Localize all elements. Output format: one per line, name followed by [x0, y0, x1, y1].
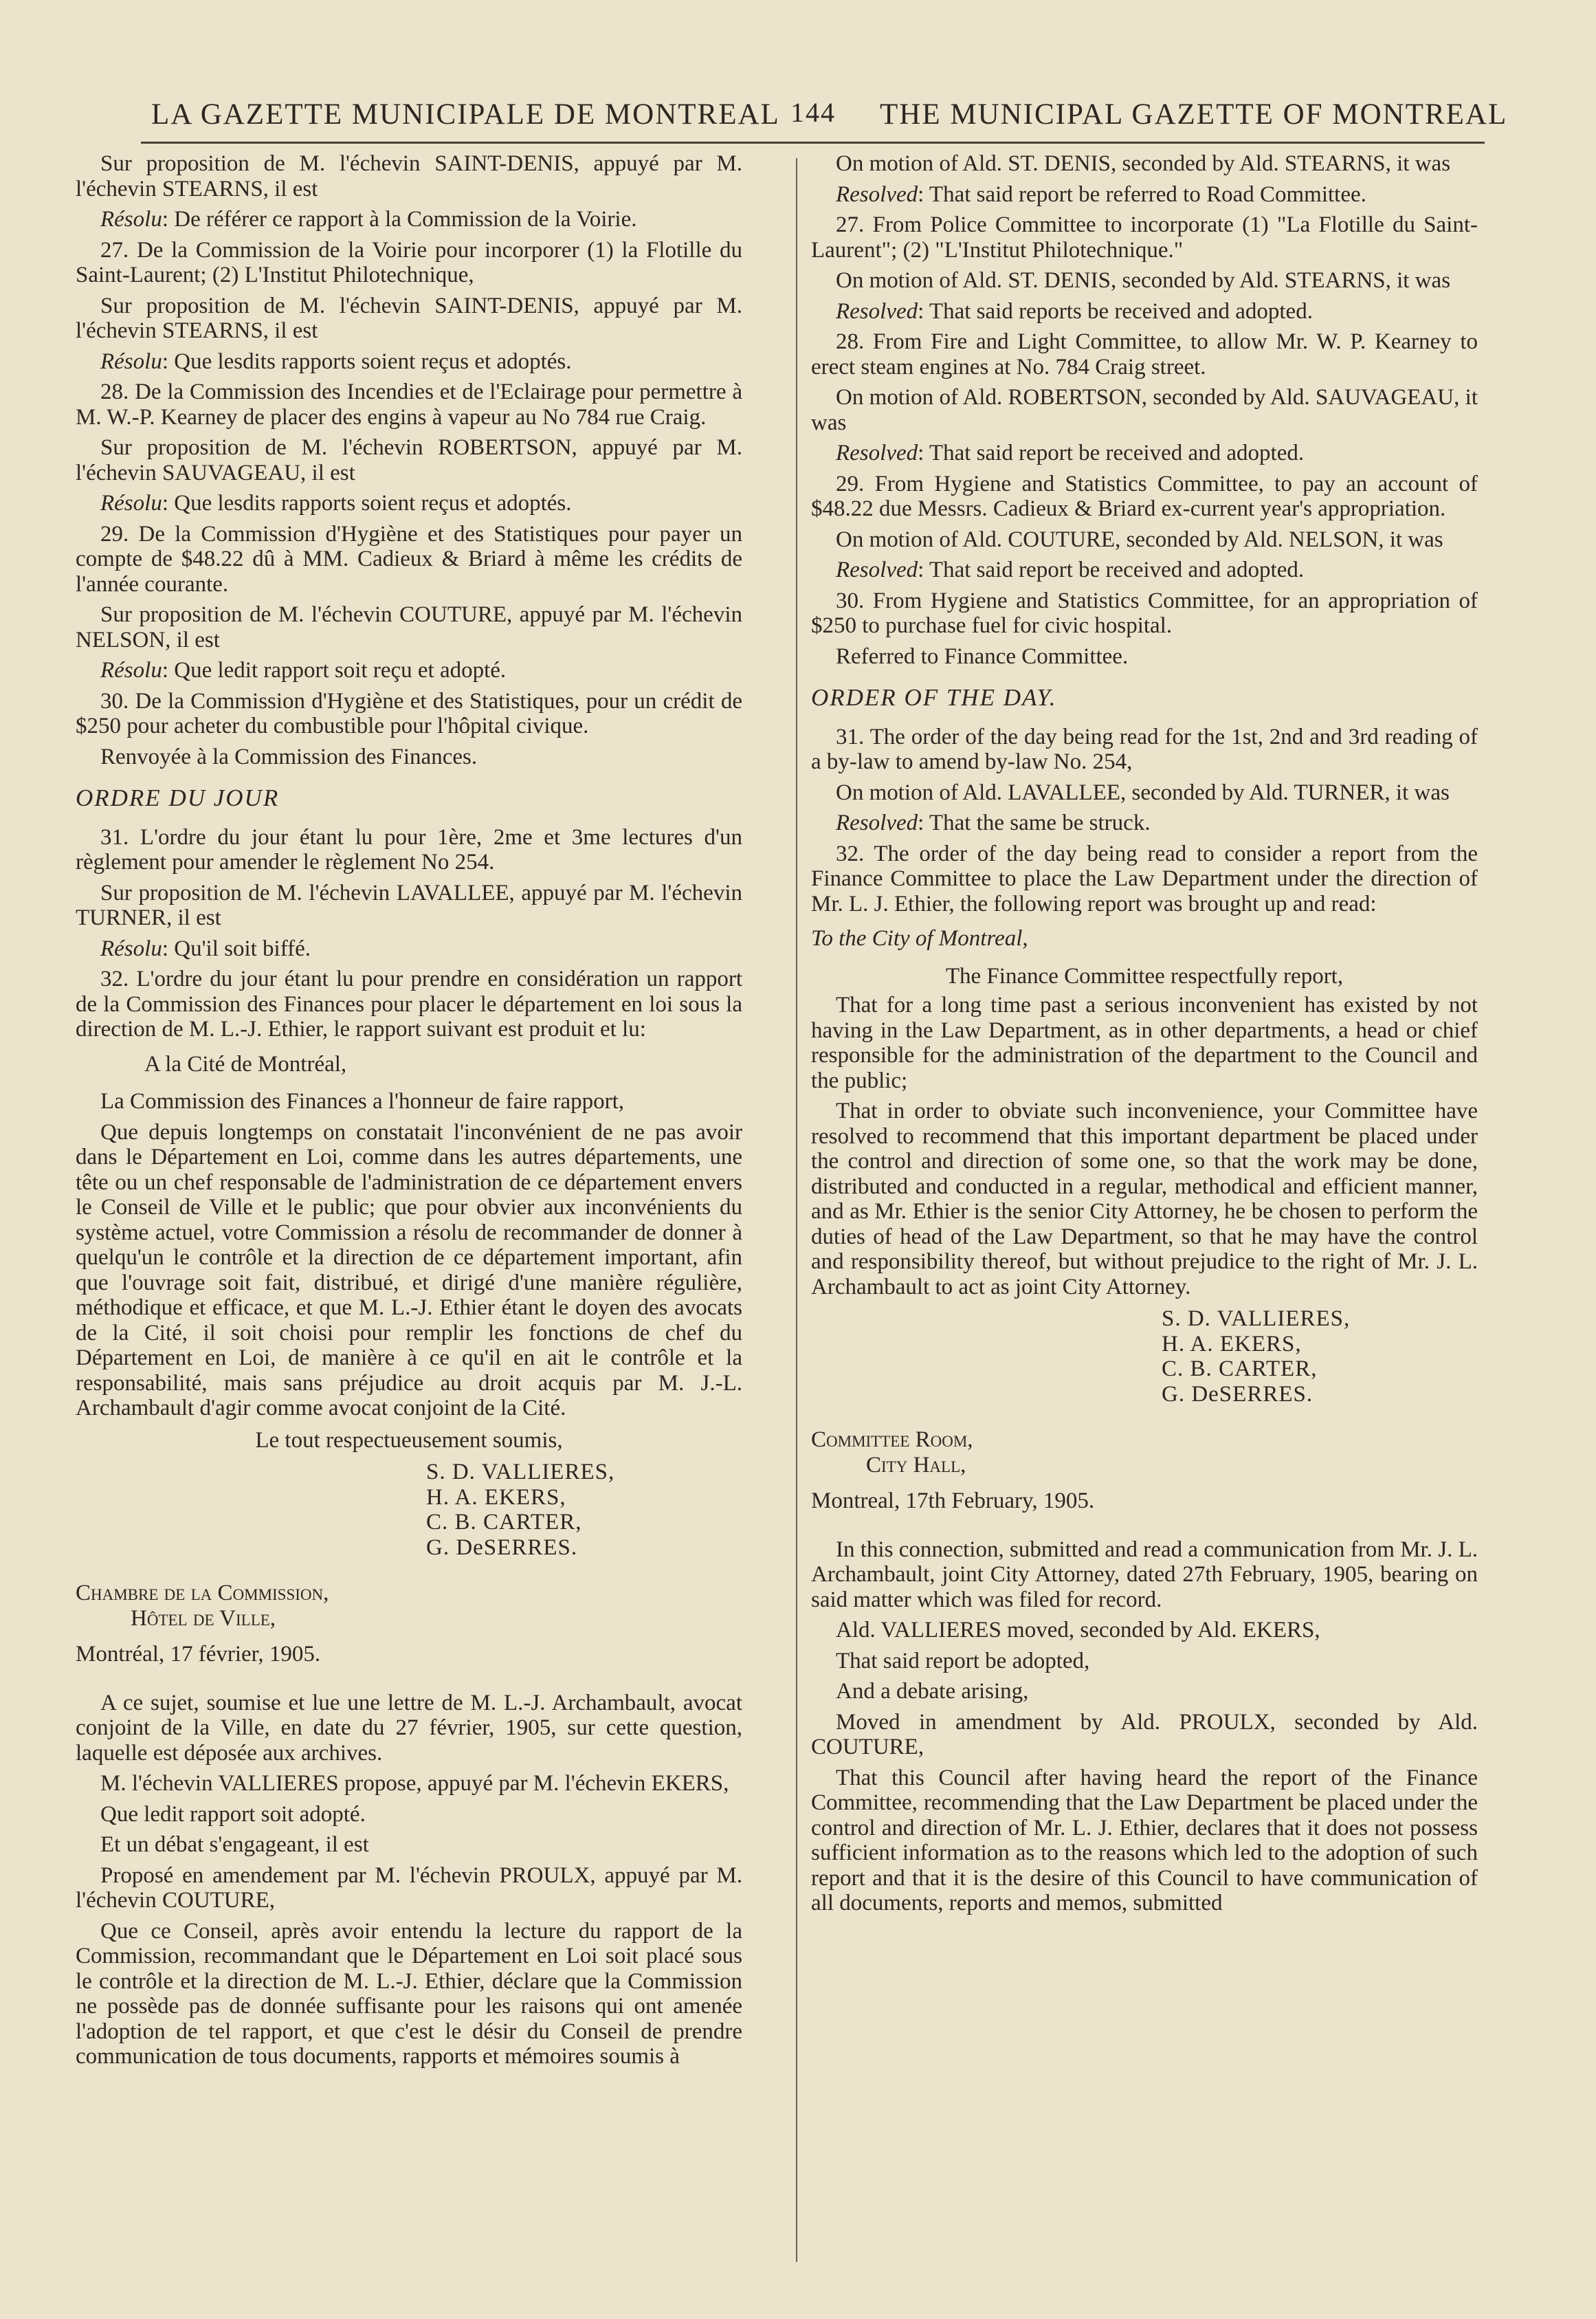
resolution: [811, 558, 1478, 583]
signature: S. D. VALLIERES,: [426, 1460, 615, 1484]
resolution-text: : That the same be struck.: [918, 811, 1151, 835]
paragraph: 31. L'ordre du jour étant lu pour 1ère, 2me et 3me lectures d'un règlement pour amender le règlement No 254.: [76, 824, 742, 875]
paragraph: 28. De la Commission des Incendies et de l'Eclairage pour permettre à M. W.-P. Kearney de placer des engins à vapeur au No 784 rue Craig.: [76, 380, 742, 430]
paragraph: 27. De la Commission de la Voirie pour incorporer (1) la Flotille du Saint-Laurent; (2) L'Institut Philotechnique,: [76, 237, 742, 287]
paragraph: That for a long time past a serious inconvenient has existed by not having in the Law Department, as in other departments, a head or chief responsible for the administration of the department to the Council and the public;: [811, 993, 1478, 1093]
paragraph: 32. L'ordre du jour étant lu pour prendre en considération un rapport de la Commission des Finances pour placer le département en loi sous la direction de M. L.-J. Ethier, le rapport suivant est produit et lu:: [76, 967, 742, 1042]
paragraph: Sur proposition de M. l'échevin SAINT-DENIS, appuyé par M. l'échevin STEARNS, il est: [76, 151, 742, 201]
resolution: [76, 936, 742, 962]
paragraph: Proposé en amendement par M. l'échevin PROULX, appuyé par M. l'échevin COUTURE,: [76, 1862, 742, 1913]
resolution-label: Résolu: [100, 936, 162, 961]
resolution-label: Résolu: [100, 658, 162, 683]
resolution-label: Résolu: [100, 207, 162, 232]
resolution-label: Resolved: [836, 298, 918, 324]
report-date: Montréal, 17 février, 1905.: [76, 1642, 321, 1667]
resolution-text: : Que lesdits rapports soient reçus et adoptés.: [162, 349, 572, 374]
page-header: [137, 91, 1508, 140]
paragraph: 30. From Hygiene and Statistics Committee, for an appropriation of $250 to purchase fuel for civic hospital.: [811, 588, 1478, 638]
signature: G. DeSERRES.: [1162, 1381, 1314, 1407]
resolution-label: Resolved: [836, 811, 918, 835]
resolution-text: : De référer ce rapport à la Commission de la Voirie.: [162, 207, 637, 232]
resolution-text: : Que lesdits rapports soient reçus et adoptés.: [162, 491, 572, 516]
paragraph: On motion of Ald. ROBERTSON, seconded by Ald. SAUVAGEAU, it was: [811, 385, 1478, 435]
signature-block: [76, 1460, 742, 1560]
resolution: [811, 811, 1478, 836]
paragraph: That in order to obviate such inconvenience, your Committee have resolved to recommend that this important department be placed under the control and direction of some one, so that the work may be done, distributed and conducted in a regular, methodical and efficient manner, and as Mr. Ethier is the senior City Attorney, he be chosen to perform the duties of head of the Law Department, so that he may have the control and responsibility thereof, but without prejudice to the right of Mr. J. L. Archambault to act as joint City Attorney.: [811, 1099, 1478, 1299]
paragraph: 29. De la Commission d'Hygiène et des Statistiques pour payer un compte de $48.22 dû à MM. Cadieux & Briard à même les crédits de l'année courante.: [76, 521, 742, 597]
paragraph: And a debate arising,: [836, 1679, 1029, 1704]
resolution-label: Resolved: [836, 441, 918, 465]
resolution-label: Resolved: [836, 558, 918, 582]
paragraph: A ce sujet, soumise et lue une lettre de M. L.-J. Archambault, avocat conjoint de la Ville, en date du 27 février, 1905, sur cette question, laquelle est déposée aux archives.: [76, 1690, 742, 1766]
resolution-label: Résolu: [100, 349, 162, 374]
header-rule: [141, 142, 1485, 144]
paragraph: 29. From Hygiene and Statistics Committee, to pay an account of $48.22 due Messrs. Cadieux & Briard ex-current year's appropriation.: [811, 471, 1478, 521]
resolution-text: : Que ledit rapport soit reçu et adopté.: [162, 658, 507, 683]
section-heading: ORDRE DU JOUR: [76, 784, 280, 811]
paragraph: The Finance Committee respectfully report,: [945, 963, 1344, 989]
section-heading: ORDER OF THE DAY.: [811, 684, 1057, 711]
paragraph: Renvoyée à la Commission des Finances.: [100, 744, 478, 769]
place-line: Hôtel de Ville,: [131, 1605, 276, 1631]
paragraph: Que ledit rapport soit adopté.: [100, 1801, 366, 1827]
signature: G. DeSERRES.: [426, 1535, 578, 1560]
resolution: [811, 299, 1478, 325]
signature: S. D. VALLIERES,: [1162, 1306, 1351, 1331]
resolution: [76, 491, 742, 516]
paragraph: On motion of Ald. COUTURE, seconded by Ald. NELSON, it was: [836, 527, 1443, 552]
paragraph: La Commission des Finances a l'honneur de faire rapport,: [100, 1089, 624, 1114]
place-line: Chambre de la Commission,: [76, 1581, 329, 1605]
column-divider: [796, 158, 797, 2262]
place-line: City Hall,: [866, 1452, 966, 1477]
paragraph: On motion of Ald. LAVALLEE, seconded by Ald. TURNER, it was: [836, 780, 1450, 805]
resolution-label: Resolved: [836, 182, 918, 207]
place-line: Committee Room,: [811, 1427, 973, 1452]
resolution: [76, 349, 742, 375]
paragraph: Que depuis longtemps on constatait l'inconvénient de ne pas avoir dans le Département en Loi, comme dans les autres départements, une tête ou un chef responsable de l'administration de ce département envers le Conseil de Ville et le public; que pour obvier aux inconvénients du système actuel, votre Commission a résolu de recommander de donner à quelqu'un le contrôle et la direction de ce département important, afin que l'ouvrage soit fait, distribué, et dirigé d'une manière régulière, méthodique et efficace, et que M. L.-J. Ethier étant le doyen des avocats de la Cité, il soit choisi pour remplir les fonctions de chef du Département en Loi, de manière à ce qu'il en ait le contrôle et la responsabilité, mais sans préjudice au droit acquis par M. J.-L. Archambault d'agir comme avocat conjoint de la Cité.: [76, 1119, 742, 1420]
french-column: [76, 151, 742, 2075]
paragraph: Sur proposition de M. l'échevin COUTURE, appuyé par M. l'échevin NELSON, il est: [76, 602, 742, 652]
resolution-text: : That said report be received and adopted.: [918, 558, 1305, 582]
paragraph: Sur proposition de M. l'échevin LAVALLEE, appuyé par M. l'échevin TURNER, il est: [76, 880, 742, 930]
paragraph: That said report be adopted,: [836, 1648, 1090, 1673]
signature: H. A. EKERS,: [426, 1484, 566, 1510]
signature: C. B. CARTER,: [426, 1510, 582, 1535]
paragraph: On motion of Ald. ST. DENIS, seconded by Ald. STEARNS, it was: [836, 151, 1451, 176]
header-title-english: THE MUNICIPAL GAZETTE OF MONTREAL: [880, 98, 1508, 131]
report-date: Montreal, 17th February, 1905.: [811, 1488, 1095, 1513]
paragraph: Referred to Finance Committee.: [836, 644, 1129, 669]
paragraph: Moved in amendment by Ald. PROULX, seconded by Ald. COUTURE,: [811, 1709, 1478, 1759]
paragraph: 27. From Police Committee to incorporate (1) "La Flotille du Saint-Laurent"; (2) "L'Institut Philotechnique.": [811, 212, 1478, 263]
page-number: 144: [790, 97, 836, 128]
paragraph: In this connection, submitted and read a communication from Mr. J. L. Archambault, joint City Attorney, dated 27th February, 1905, bearing on said matter which was filed for record.: [811, 1537, 1478, 1612]
english-column: [811, 151, 1478, 1922]
resolution: [811, 182, 1478, 208]
paragraph: 31. The order of the day being read for the 1st, 2nd and 3rd reading of a by-law to amend by-law No. 254,: [811, 724, 1478, 774]
paragraph: Que ce Conseil, après avoir entendu la lecture du rapport de la Commission, recommandant que le Département en Loi soit placé sous le contrôle et la direction de M. L.-J. Ethier, déclare que la Commission ne possède pas de donnée suffisante pour les raisons qui ont amenée l'adoption de tel rapport, et que c'est le désir du Conseil de prendre communication de tous documents, rapports et mémoires soumis à: [76, 1918, 742, 2069]
paragraph: Sur proposition de M. l'échevin SAINT-DENIS, appuyé par M. l'échevin STEARNS, il est: [76, 293, 742, 343]
paragraph: 30. De la Commission d'Hygiène et des Statistiques, pour un crédit de $250 pour acheter du combustible pour l'hôpital civique.: [76, 688, 742, 738]
paragraph: On motion of Ald. ST. DENIS, seconded by Ald. STEARNS, it was: [836, 268, 1451, 293]
resolution-text: : Qu'il soit biffé.: [162, 936, 311, 961]
resolution: [811, 441, 1478, 466]
report-address: A la Cité de Montréal,: [144, 1051, 347, 1077]
paragraph: 32. The order of the day being read to consider a report from the Finance Committee to place the Law Department under the direction of Mr. L. J. Ethier, the following report was brought up and read:: [811, 841, 1478, 916]
header-title-french: LA GAZETTE MUNICIPALE DE MONTREAL: [151, 98, 780, 131]
paragraph: M. l'échevin VALLIERES propose, appuyé par M. l'échevin EKERS,: [100, 1771, 729, 1796]
resolution-label: Résolu: [100, 491, 162, 516]
resolution: [76, 207, 742, 232]
resolution-text: : That said report be received and adopted.: [918, 441, 1305, 465]
report-address: To the City of Montreal,: [811, 926, 1028, 951]
signature: H. A. EKERS,: [1162, 1331, 1302, 1356]
paragraph: 28. From Fire and Light Committee, to allow Mr. W. P. Kearney to erect steam engines at No. 784 Craig street.: [811, 329, 1478, 380]
resolution-text: : That said report be referred to Road Committee.: [918, 182, 1366, 207]
closing-line: Le tout respectueusement soumis,: [255, 1427, 563, 1453]
paragraph: That this Council after having heard the report of the Finance Committee, recommending that the Law Department be placed under the control and direction of Mr. L. J. Ethier, declares that it does not possess sufficient information as to the reasons which led to the adoption of such report and that it is the desire of this Council to have communication of all documents, reports and memos, submitted: [811, 1765, 1478, 1915]
paragraph: Ald. VALLIERES moved, seconded by Ald. EKERS,: [836, 1618, 1320, 1642]
paragraph: Et un débat s'engageant, il est: [100, 1832, 369, 1857]
paragraph: Sur proposition de M. l'échevin ROBERTSON, appuyé par M. l'échevin SAUVAGEAU, il est: [76, 435, 742, 485]
resolution-text: : That said reports be received and adopted.: [918, 298, 1313, 324]
signature-block: [811, 1306, 1478, 1407]
signature: C. B. CARTER,: [1162, 1356, 1318, 1381]
resolution: [76, 658, 742, 683]
